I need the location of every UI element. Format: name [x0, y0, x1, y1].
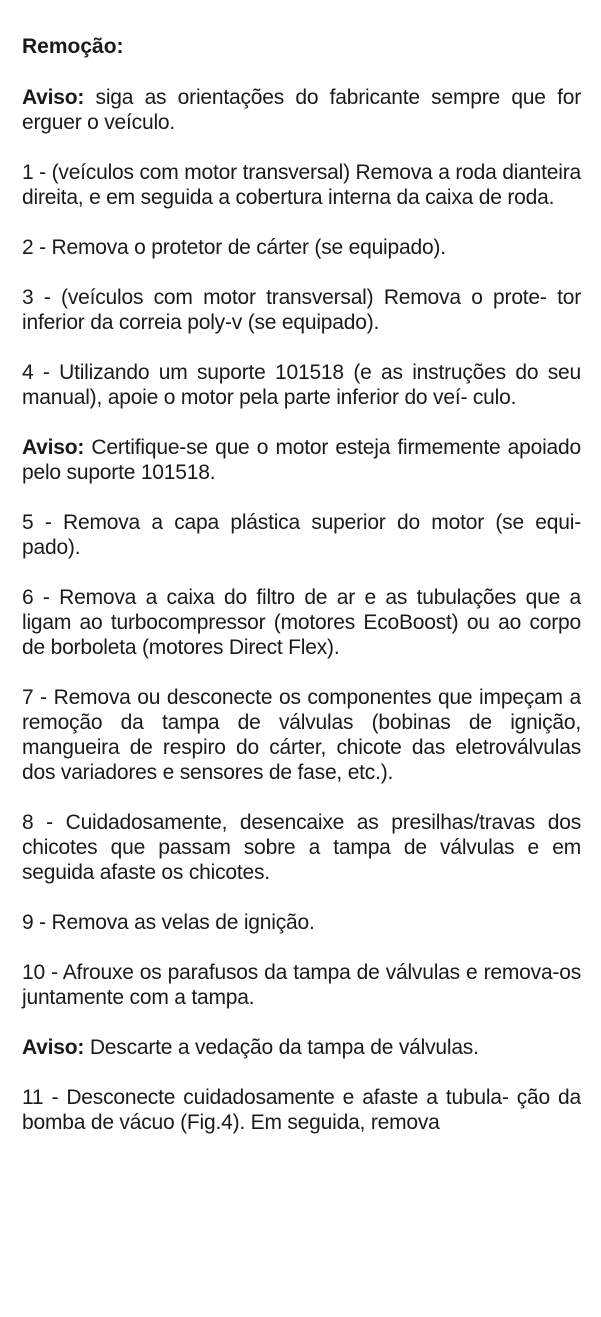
- paragraph-text: 9 - Remova as velas de ignição.: [22, 911, 315, 934]
- paragraph-text: 6 - Remova a caixa do filtro de ar e as tubulações que a ligam ao turbocompressor (motores EcoBoost) ou ao corpo de borboleta (motores Direct Flex).: [22, 586, 581, 659]
- paragraph-text: 4 - Utilizando um suporte 101518 (e as instruções do seu manual), apoie o motor pela parte inferior do veí- culo.: [22, 361, 581, 409]
- step-paragraph: [22, 810, 581, 885]
- step-paragraph: [22, 510, 581, 560]
- paragraph-text: 10 - Afrouxe os parafusos da tampa de válvulas e remova-os juntamente com a tampa.: [22, 961, 581, 1009]
- paragraph-text: 3 - (veículos com motor transversal) Remova o prote- tor inferior da correia poly-v (se equipado).: [22, 286, 581, 334]
- step-paragraph: [22, 360, 581, 410]
- step-paragraph: [22, 160, 581, 210]
- step-paragraph: [22, 960, 581, 1010]
- warning-label: Aviso:: [22, 436, 85, 459]
- section-heading: Remoção:: [22, 35, 124, 58]
- paragraph-text: 11 - Desconecte cuidadosamente e afaste a tubula- ção da bomba de vácuo (Fig.4). Em seguida, remova: [22, 1086, 581, 1134]
- paragraph-text: 2 - Remova o protetor de cárter (se equipado).: [22, 236, 446, 259]
- paragraph-text: 8 - Cuidadosamente, desencaixe as presilhas/travas dos chicotes que passam sobre a tampa de válvulas e em seguida afaste os chicotes.: [22, 811, 581, 884]
- paragraph-text: Certifique-se que o motor esteja firmemente apoiado pelo suporte 101518.: [22, 436, 581, 484]
- paragraph-text: 7 - Remova ou desconecte os componentes que impeçam a remoção da tampa de válvulas (bobinas de ignição, mangueira de respiro do cárter, chicote das eletroválvulas dos variadores e sensores de fase, etc.).: [22, 686, 581, 784]
- step-paragraph: [22, 285, 581, 335]
- warning-paragraph: [22, 435, 581, 485]
- step-paragraph: [22, 1085, 581, 1135]
- warning-label: Aviso:: [22, 1036, 85, 1059]
- paragraph-text: siga as orientações do fabricante sempre que for erguer o veículo.: [22, 86, 581, 134]
- warning-label: Aviso:: [22, 86, 85, 109]
- step-paragraph: [22, 235, 581, 260]
- paragraph-text: Descarte a vedação da tampa de válvulas.: [84, 1036, 479, 1059]
- step-paragraph: [22, 910, 581, 935]
- step-paragraph: [22, 585, 581, 660]
- warning-paragraph: [22, 85, 581, 135]
- step-paragraph: [22, 685, 581, 785]
- paragraph-text: 5 - Remova a capa plástica superior do motor (se equi- pado).: [22, 511, 581, 559]
- paragraph-text: 1 - (veículos com motor transversal) Remova a roda dianteira direita, e em seguida a cobertura interna da caixa de roda.: [22, 161, 581, 209]
- warning-paragraph: [22, 1035, 581, 1060]
